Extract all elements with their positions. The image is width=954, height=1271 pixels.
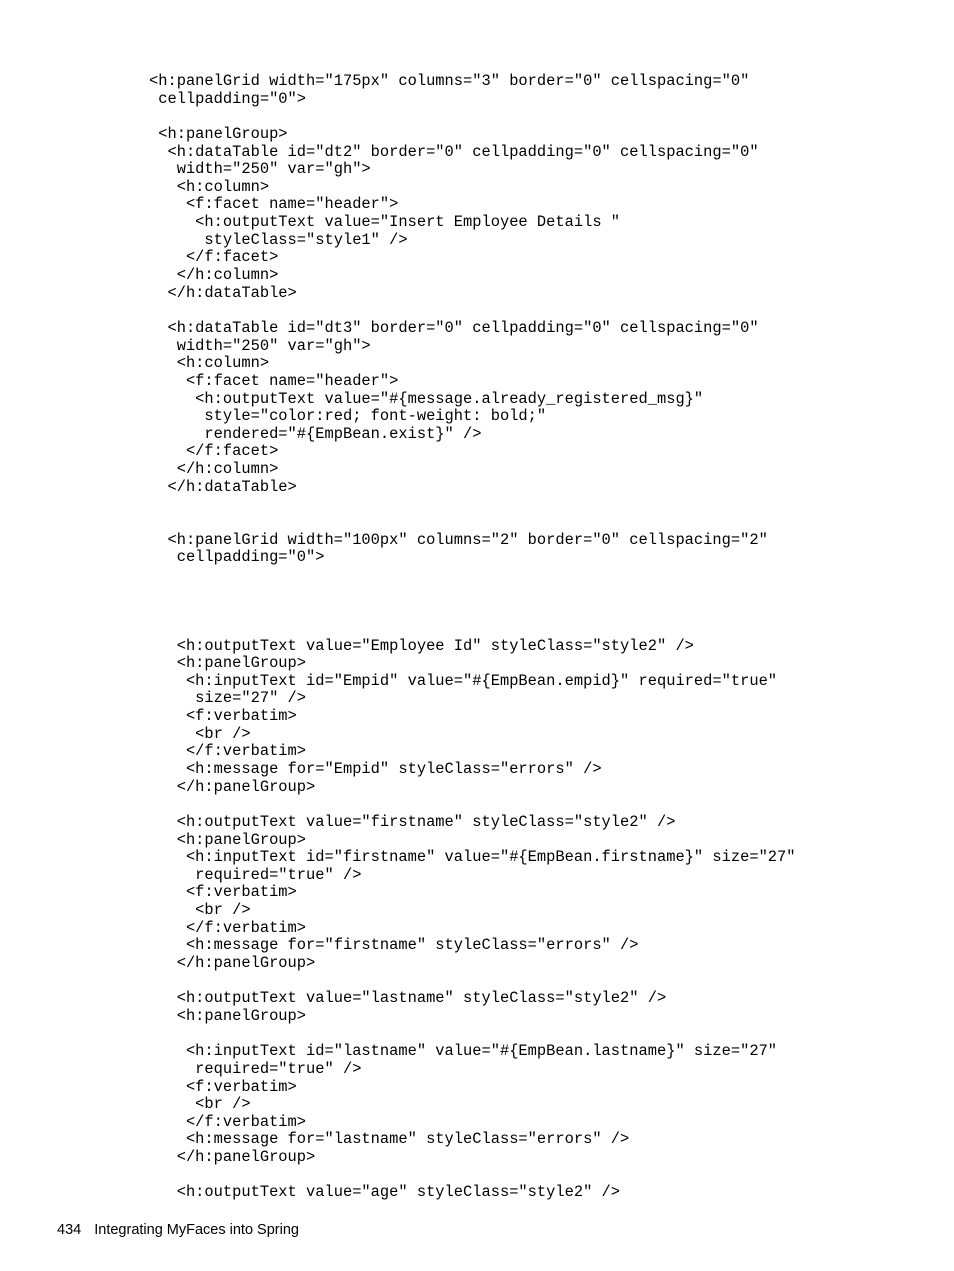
code-line: <h:column> [149,354,270,373]
code-line: <h:inputText id="Empid" value="#{EmpBean.empid}" required="true" [149,671,778,690]
code-line: </f:verbatim> [149,1112,307,1131]
code-line [149,602,939,620]
code-line: </h:panelGroup> [149,1148,316,1167]
code-line: <h:message for="lastname" styleClass="errors" /> [149,1130,630,1149]
code-line [149,1026,939,1044]
code-line [149,973,939,991]
code-line: <h:outputText value="lastname" styleClass="style2" /> [149,989,667,1008]
code-line: <h:dataTable id="dt3" border="0" cellpadding="0" cellspacing="0" [149,318,759,337]
code-line [149,496,939,514]
code-line: </h:column> [149,460,279,479]
code-listing [149,73,939,1202]
code-line: rendered="#{EmpBean.exist}" /> [149,424,482,443]
code-line: <f:verbatim> [149,707,297,726]
code-line: <h:panelGroup> [149,1006,307,1025]
code-line: <h:outputText value="Insert Employee Details " [149,213,621,232]
code-line [149,796,939,814]
code-line: required="true" /> [149,865,362,884]
code-line: <h:outputText value="Employee Id" styleClass="style2" /> [149,636,694,655]
code-line: <h:panelGrid width="100px" columns="2" border="0" cellspacing="2" [149,530,768,549]
code-line: </h:panelGroup> [149,954,316,973]
page-footer [57,1222,299,1238]
code-line: <h:message for="firstname" styleClass="errors" /> [149,936,639,955]
code-line: cellpadding="0"> [149,548,325,567]
code-line: <h:outputText value="#{message.already_registered_msg}" [149,389,704,408]
code-line: </f:facet> [149,442,279,461]
code-line: style="color:red; font-weight: bold;" [149,407,547,426]
footer-section-title: Integrating MyFaces into Spring [94,1222,299,1238]
code-line [149,1167,939,1185]
code-line: <h:outputText value="age" styleClass="style2" /> [149,1183,621,1202]
code-line: <br /> [149,724,251,743]
code-line: width="250" var="gh"> [149,336,371,355]
code-line: </h:dataTable> [149,477,297,496]
code-line [149,567,939,585]
code-line [149,514,939,532]
code-line: </h:column> [149,266,279,285]
code-line: <h:message for="Empid" styleClass="errors" /> [149,759,602,778]
code-line [149,302,939,320]
code-line: <f:facet name="header"> [149,195,399,214]
code-line: </h:panelGroup> [149,777,316,796]
code-line [149,620,939,638]
code-line: <h:panelGroup> [149,124,288,143]
code-line [149,108,939,126]
code-line: cellpadding="0"> [149,89,307,108]
page-number: 434 [57,1222,82,1238]
code-line: <f:verbatim> [149,883,297,902]
code-line: size="27" /> [149,689,307,708]
code-line: <br /> [149,901,251,920]
code-line: <f:facet name="header"> [149,371,399,390]
code-line: </f:verbatim> [149,918,307,937]
code-line [149,585,939,603]
code-line: required="true" /> [149,1059,362,1078]
code-line: <br /> [149,1095,251,1114]
code-line: <h:panelGroup> [149,830,307,849]
code-line: <h:panelGroup> [149,654,307,673]
code-line: <h:panelGrid width="175px" columns="3" border="0" cellspacing="0" [149,72,750,90]
code-line: </f:verbatim> [149,742,307,761]
code-line: <h:outputText value="firstname" styleClass="style2" /> [149,812,676,831]
code-line: width="250" var="gh"> [149,160,371,179]
code-line: <h:dataTable id="dt2" border="0" cellpadding="0" cellspacing="0" [149,142,759,161]
code-line: <h:inputText id="lastname" value="#{EmpBean.lastname}" size="27" [149,1042,778,1061]
code-line: </f:facet> [149,248,279,267]
code-line: <f:verbatim> [149,1077,297,1096]
code-line: </h:dataTable> [149,283,297,302]
code-line: styleClass="style1" /> [149,230,408,249]
code-line: <h:inputText id="firstname" value="#{EmpBean.firstname}" size="27" [149,848,796,867]
code-line: <h:column> [149,177,270,196]
